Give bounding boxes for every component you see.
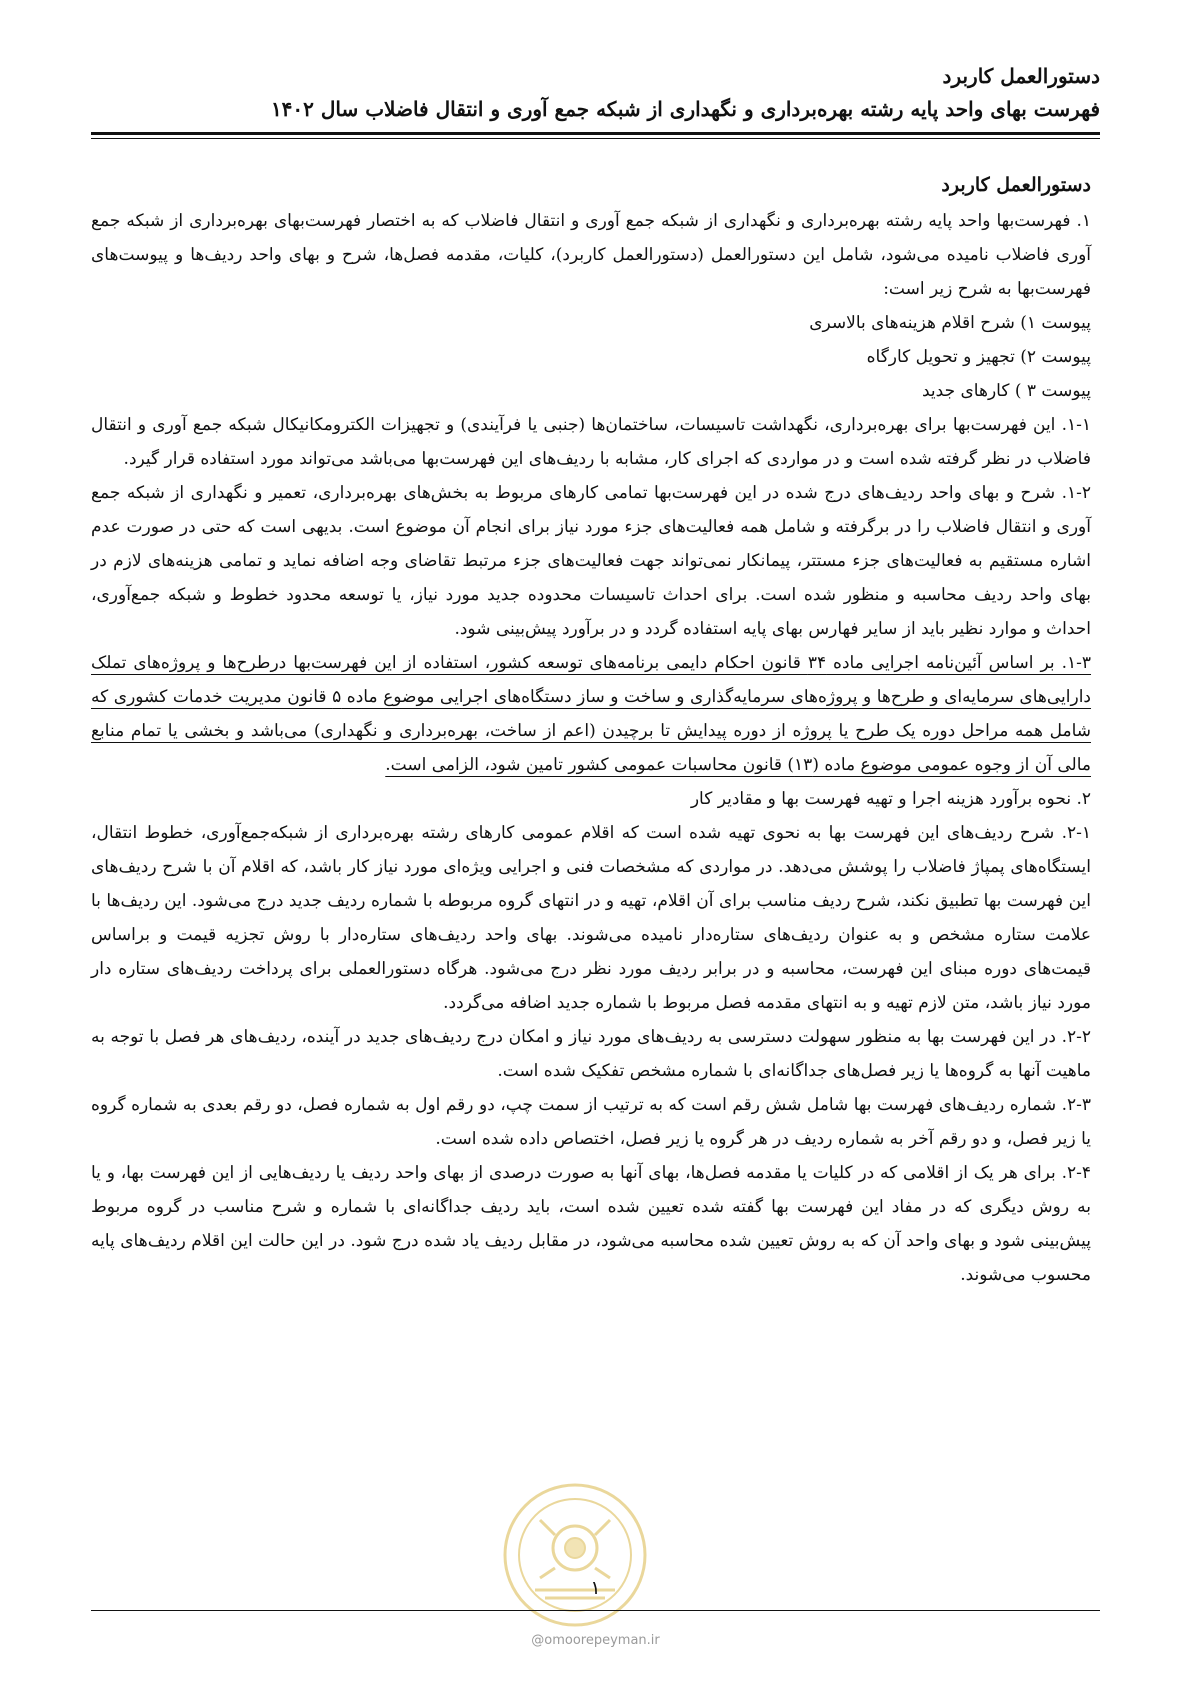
header-subtitle: فهرست بهای واحد پایه رشته بهره‌برداری و نگهداری از شبکه جمع آوری و انتقال فاضلاب سال ۱۴۰۲ xyxy=(270,97,1100,121)
header-title: دستورالعمل کاربرد xyxy=(942,64,1100,88)
appendix-1: پیوست ۱) شرح اقلام هزینه‌های بالاسری xyxy=(809,313,1091,333)
appendix-2: پیوست ۲) تجهیز و تحویل کارگاه xyxy=(866,347,1091,367)
document-header xyxy=(91,62,1100,124)
section-title: دستورالعمل کاربرد xyxy=(941,174,1091,196)
body-content xyxy=(91,168,1091,1292)
paragraph-1-1: ۱-۱. این فهرست‌بها برای بهره‌برداری، نگهداشت تاسیسات، ساختمان‌ها (جنبی یا فرآیندی) و تجهیزات الکترومکانیکال شبکه جمع آوری و انتقال فاضلاب در نظر گرفته شده است و در مواردی که اجرای کار، مشابه با ردیف‌های این فهرست‌بها می‌باشد می‌تواند مورد استفاده قرار گیرد. xyxy=(91,415,1091,469)
paragraph-2-2: ۲-۲. در این فهرست بها به منظور سهولت دسترسی به ردیف‌های مورد نیاز و امکان درج ردیف‌های جدید در آینده، ردیف‌های هر فصل با توجه به ماهیت آنها به گروه‌ها یا زیر فصل‌های جداگانه‌ای با شماره مشخص تفکیک شده است. xyxy=(91,1027,1091,1081)
page-number: ۱ xyxy=(590,1577,601,1599)
paragraph-1: ۱. فهرست‌بها واحد پایه رشته بهره‌برداری و نگهداری از شبکه جمع آوری و انتقال فاضلاب که به اختصار فهرست‌بهای بهره‌برداری از شبکه جمع آوری فاضلاب نامیده می‌شود، شامل این دستورالعمل (دستورالعمل کاربرد)، کلیات، مقدمه فصل‌ها، شرح و بهای واحد ردیف‌ها و پیوست‌های فهرست‌بها به شرح زیر است: xyxy=(91,211,1091,299)
paragraph-2-1: ۲-۱. شرح ردیف‌های این فهرست بها به نحوی تهیه شده است که اقلام عمومی کارهای رشته بهره‌برداری از شبکه‌جمع‌آوری، خطوط انتقال، ایستگاه‌های پمپاژ فاضلاب را پوشش می‌دهد. در مواردی که مشخصات فنی و اجرایی ویژه‌ای مورد نیاز کار باشد، که اقلام آن با شرح ردیف‌های این فهرست بها تطبیق نکند، شرح ردیف مناسب برای آن اقلام، تهیه و در انتهای گروه مربوطه با شماره ردیف جدید درج می‌شود. این ردیف‌ها با علامت ستاره مشخص و به عنوان ردیف‌های ستاره‌دار نامیده می‌شوند. بهای واحد ردیف‌های ستاره‌دار با روش تجزیه قیمت و براساس قیمت‌های دوره مبنای این فهرست، محاسبه و در برابر ردیف مورد نظر درج می‌شود. هرگاه دستورالعملی برای پرداخت ردیف‌های ستاره دار مورد نیاز باشد، متن لازم تهیه و به انتهای مقدمه فصل مربوط با شماره جدید اضافه می‌گردد. xyxy=(91,823,1091,1013)
appendix-3: پیوست ۳ ) کارهای جدید xyxy=(922,381,1091,401)
paragraph-2-3: ۲-۳. شماره ردیف‌های فهرست بها شامل شش رقم است که به ترتیب از سمت چپ، دو رقم اول به شماره فصل، دو رقم بعدی به شماره گروه یا زیر فصل، و دو رقم آخر به شماره ردیف در هر گروه یا زیر فصل، اختصاص داده شده است. xyxy=(91,1095,1091,1149)
emblem-seal-icon xyxy=(500,1480,650,1630)
paragraph-1-3: ۱-۳. بر اساس آئین‌نامه اجرایی ماده ۳۴ قانون احکام دایمی برنامه‌های توسعه کشور، استفاده از این فهرست‌بها درطرح‌ها و پروژه‌های تملک دارایی‌های سرمایه‌ای و طرح‌ها و پروژه‌های سرمایه‌گذاری و ساخت و ساز دستگاه‌های اجرایی موضوع ماده ۵ قانون مدیریت خدمات کشوری که شامل همه مراحل دوره یک طرح یا پروژه از دوره پیدایش تا برچیدن (اعم از ساخت، بهره‌برداری و نگهداری) می‌باشد و بخشی یا تمام منابع مالی آن از وجوه عمومی موضوع ماده (۱۳) قانون محاسبات عمومی کشور تامین شود، الزامی است. xyxy=(91,653,1092,775)
website-watermark: @omoorepeyman.ir xyxy=(531,1633,660,1648)
paragraph-1-2: ۱-۲. شرح و بهای واحد ردیف‌های درج شده در این فهرست‌بها تمامی کارهای مربوط به بخش‌های بهره‌برداری، تعمیر و نگهداری از شبکه جمع آوری و انتقال فاضلاب را در برگرفته و شامل همه فعالیت‌های جزء مورد نیاز برای انجام آن موضوع است. بدیهی است که حتی در صورت عدم اشاره مستقیم به فعالیت‌های جزء مستتر، پیمانکار نمی‌تواند جهت فعالیت‌های جزء مرتبط تقاضای وجه اضافه نماید و تمامی هزینه‌های لازم در بهای واحد ردیف محاسبه و منظور شده است. برای احداث تاسیسات محدوده جدید مورد نیاز، یا توسعه محدود خطوط و شبکه جمع‌آوری، احداث و موارد نظیر باید از سایر فهارس بهای پایه استفاده گردد و در برآورد پیش‌بینی شود. xyxy=(91,483,1091,639)
paragraph-2: ۲. نحوه برآورد هزینه اجرا و تهیه فهرست بها و مقادیر کار xyxy=(690,789,1091,809)
header-rule-thin xyxy=(91,138,1100,139)
footer-rule xyxy=(91,1610,1100,1611)
paragraph-2-4: ۲-۴. برای هر یک از اقلامی که در کلیات یا مقدمه فصل‌ها، بهای آنها به صورت درصدی از بهای واحد ردیف یا ردیف‌هایی از این فهرست بها، و یا به روش دیگری که در مفاد این فهرست بها گفته شده تعیین شده است، باید ردیف جداگانه‌ای با شماره و شرح مناسب در گروه مربوط پیش‌بینی شود و بهای واحد آن که به روش تعیین شده محاسبه می‌شود، در مقابل ردیف یاد شده درج شود. در این حالت این اقلام ردیف‌های پایه محسوب می‌شوند. xyxy=(91,1163,1091,1285)
header-rule-thick xyxy=(91,132,1100,135)
